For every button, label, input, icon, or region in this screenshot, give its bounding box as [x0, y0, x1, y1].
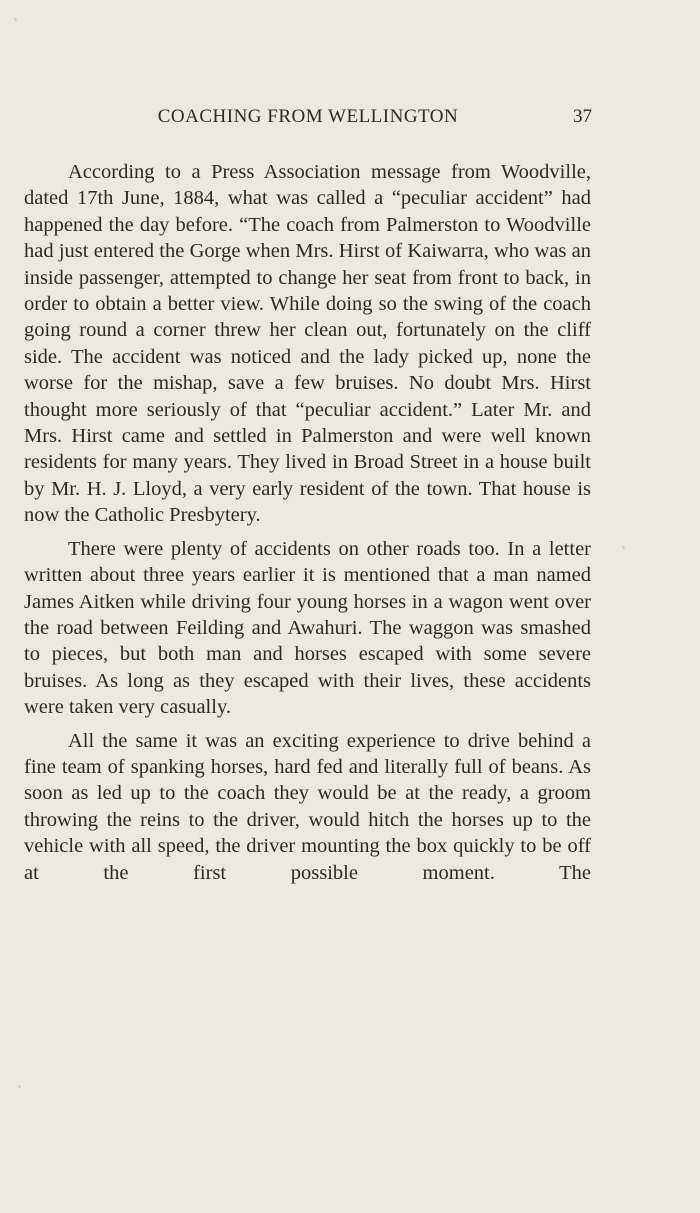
paper-speck [18, 1085, 21, 1088]
paragraph: According to a Press Association message from Woodville, dated 17th June, 1884, what was called a “peculiar accident” had happened the day before. “The coach from Palmerston to Woodville had just entered the Gorge when Mrs. Hirst of Kaiwarra, who was an inside passenger, attempted to change her seat from front to back, in order to obtain a better view. While doing so the swing of the coach going round a corner threw her clean out, fortunately on the cliff side. The accident was noticed and the lady picked up, none the worse for the mishap, save a few bruises. No doubt Mrs. Hirst thought more seriously of that “peculiar accident.” Later Mr. and Mrs. Hirst came and settled in Palmerston and were well known residents for many years. They lived in Broad Street in a house built by Mr. H. J. Lloyd, a very early resident of the town. That house is now the Catholic Presbytery. [24, 161, 591, 527]
paper-speck [622, 546, 625, 549]
page-number: 37 [573, 106, 592, 127]
running-head: COACHING FROM WELLINGTON [157, 106, 459, 127]
page-header [24, 106, 592, 132]
paragraph: All the same it was an exciting experience to drive behind a fine team of spanking horses, hard fed and literally full of beans. As soon as led up to the coach they would be at the ready, a groom throwing the reins to the driver, would hitch the horses up to the vehicle with all speed, the driver mounting the box quickly to be off at the first possible moment. The [24, 729, 591, 884]
body-text [24, 159, 591, 893]
paper-speck [14, 18, 17, 21]
paragraph: There were plenty of accidents on other roads too. In a letter written about three years earlier it is mentioned that a man named James Aitken while driving four young horses in a wagon went over the road between Feilding and Awahuri. The waggon was smashed to pieces, but both man and horses escaped with some severe bruises. As long as they escaped with their lives, these accidents were taken very casually. [24, 537, 591, 719]
